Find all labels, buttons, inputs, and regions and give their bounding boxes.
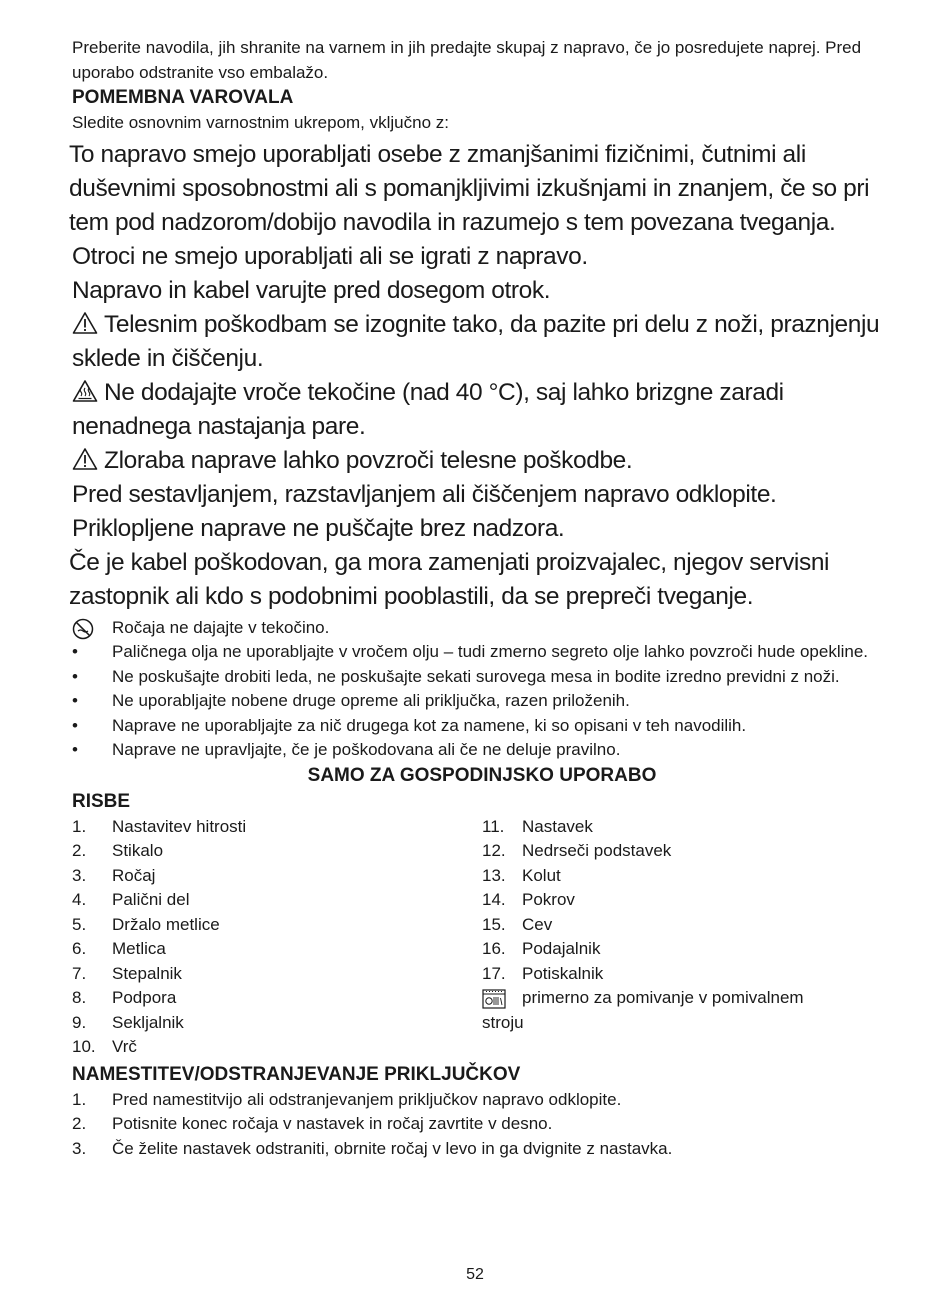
dishwasher-text-continued: stroju bbox=[482, 1012, 524, 1032]
item-label: Ročaj bbox=[112, 865, 156, 885]
item-label: Nastavitev hitrosti bbox=[112, 816, 247, 836]
safety-big-block bbox=[69, 138, 892, 614]
item-label: Kolut bbox=[522, 865, 561, 885]
warning-text: Telesnim poškodbam se izognite tako, da pazite pri delu z noži, praznjenju sklede in čiščenju. bbox=[72, 310, 880, 372]
page-number: 52 bbox=[466, 1266, 484, 1283]
item-label: Sekljalnik bbox=[112, 1012, 184, 1032]
item-label: Držalo metlice bbox=[112, 914, 220, 934]
warning-text: Zloraba naprave lahko povzroči telesne poškodbe. bbox=[104, 446, 633, 474]
item-number: 2. bbox=[72, 841, 87, 860]
item-number: 12. bbox=[482, 841, 506, 860]
safety-paragraph: Če je kabel poškodovan, ga mora zamenjati proizvajalec, njegov servisni zastopnik ali kdo s podobnimi pooblastili, da se prepreči tveganje. bbox=[69, 548, 830, 610]
list-item bbox=[482, 937, 892, 962]
hot-surface-warning-icon bbox=[72, 379, 98, 403]
dishwasher-safe-icon bbox=[482, 989, 506, 1009]
warning-item bbox=[69, 308, 892, 376]
drawings-heading: RISBE bbox=[72, 790, 131, 812]
list-item bbox=[72, 640, 892, 665]
warning-triangle-icon bbox=[72, 447, 98, 471]
safety-heading: POMEMBNA VAROVALA bbox=[72, 87, 294, 108]
list-item bbox=[72, 1137, 892, 1162]
item-label: Podpora bbox=[112, 988, 177, 1007]
safety-paragraph: To napravo smejo uporabljati osebe z zmanjšanimi fizičnimi, čutnimi ali duševnimi sposobnostmi ali s pomanjkljivimi izkušnjami in znanjem, če so pri tem pod nadzorom/dobijo navodila in razumejo s tem povezana tveganja. bbox=[69, 140, 870, 236]
step-number: 3. bbox=[72, 1138, 87, 1158]
no-immerse-text: Ročaja ne dajajte v tekočino. bbox=[112, 617, 330, 637]
drawings-list bbox=[72, 815, 892, 1060]
list-item bbox=[482, 913, 892, 938]
list-item bbox=[72, 1088, 892, 1113]
document-page bbox=[69, 36, 892, 1161]
item-number: 3. bbox=[72, 865, 87, 885]
list-item bbox=[72, 1011, 482, 1036]
safety-bullet-list bbox=[72, 640, 892, 763]
bullet-marker: • bbox=[72, 740, 78, 759]
list-item bbox=[72, 913, 482, 938]
attachments-heading: NAMESTITEV/ODSTRANJEVANJE PRIKLJUČKOV bbox=[72, 1063, 521, 1085]
list-item bbox=[482, 864, 892, 889]
drawings-column-right bbox=[482, 815, 892, 1060]
item-number: 9. bbox=[72, 1012, 87, 1032]
item-number: 6. bbox=[72, 939, 87, 958]
list-item bbox=[72, 839, 482, 864]
item-number: 10. bbox=[72, 1037, 96, 1056]
list-item bbox=[482, 839, 892, 864]
list-item bbox=[482, 962, 892, 987]
list-item bbox=[482, 888, 892, 913]
step-number: 1. bbox=[72, 1089, 87, 1109]
item-number: 5. bbox=[72, 914, 87, 934]
item-number: 7. bbox=[72, 963, 87, 983]
list-item-text: Naprave ne uporabljajte za nič drugega kot za namene, ki so opisani v teh navodilih. bbox=[112, 715, 747, 735]
list-item-text: Ne uporabljajte nobene druge opreme ali priključka, razen priloženih. bbox=[112, 691, 630, 710]
safety-paragraph: Otroci ne smejo uporabljati ali se igrati z napravo. bbox=[72, 242, 588, 270]
step-text: Potisnite konec ročaja v nastavek in ročaj zavrtite v desno. bbox=[112, 1114, 553, 1133]
item-number: 17. bbox=[482, 963, 506, 983]
list-item bbox=[72, 1112, 892, 1137]
list-item bbox=[482, 815, 892, 840]
dishwasher-note bbox=[482, 986, 892, 1011]
item-number: 16. bbox=[482, 939, 506, 958]
step-text: Če želite nastavek odstraniti, obrnite ročaj v levo in ga dvignite z nastavka. bbox=[112, 1138, 673, 1158]
item-number: 11. bbox=[482, 816, 505, 836]
list-item bbox=[72, 1035, 482, 1060]
list-item bbox=[72, 665, 892, 690]
safety-subtitle: Sledite osnovnim varnostnim ukrepom, vključno z: bbox=[72, 113, 449, 132]
bullet-marker: • bbox=[72, 642, 78, 661]
intro-text: Preberite navodila, jih shranite na varnem in jih predajte skupaj z napravo, če jo posredujete naprej. Pred uporabo odstranite vso embalažo. bbox=[72, 38, 862, 82]
item-label: Nastavek bbox=[522, 816, 593, 836]
list-item bbox=[72, 714, 892, 739]
list-item-text: Naprave ne upravljajte, če je poškodovana ali če ne deluje pravilno. bbox=[112, 740, 621, 759]
household-use-notice: SAMO ZA GOSPODINJSKO UPORABO bbox=[307, 764, 657, 786]
dishwasher-text: primerno za pomivanje v pomivalnem bbox=[522, 988, 804, 1007]
item-label: Metlica bbox=[112, 939, 166, 958]
warning-text: Ne dodajajte vroče tekočine (nad 40 °C), saj lahko brizgne zaradi nenadnega nastajanja pare. bbox=[72, 378, 784, 440]
list-item bbox=[72, 738, 892, 763]
bullet-marker: • bbox=[72, 666, 78, 686]
list-item bbox=[72, 815, 482, 840]
item-number: 8. bbox=[72, 988, 87, 1007]
warning-item bbox=[69, 376, 892, 444]
item-number: 14. bbox=[482, 890, 506, 909]
list-item bbox=[72, 888, 482, 913]
item-label: Stikalo bbox=[112, 841, 164, 860]
item-label: Cev bbox=[522, 914, 553, 934]
item-label: Nedrseči podstavek bbox=[522, 841, 672, 860]
item-number: 4. bbox=[72, 890, 87, 909]
bullet-marker: • bbox=[72, 691, 78, 710]
no-immerse-icon bbox=[72, 618, 94, 640]
list-item-text: Ne poskušajte drobiti leda, ne poskušajte sekati surovega mesa in bodite izredno previdni z noži. bbox=[112, 666, 840, 686]
step-number: 2. bbox=[72, 1114, 87, 1133]
list-item bbox=[72, 864, 482, 889]
warning-triangle-icon bbox=[72, 311, 98, 335]
list-item bbox=[72, 689, 892, 714]
list-item bbox=[72, 937, 482, 962]
safety-paragraph: Pred sestavljanjem, razstavljanjem ali čiščenjem napravo odklopite. bbox=[72, 480, 777, 508]
item-number: 1. bbox=[72, 816, 87, 836]
item-label: Podajalnik bbox=[522, 939, 601, 958]
bullet-marker: • bbox=[72, 715, 78, 735]
safety-paragraph: Priklopljene naprave ne puščajte brez nadzora. bbox=[72, 514, 565, 542]
drawings-column-left bbox=[72, 815, 482, 1060]
attachment-steps bbox=[72, 1088, 892, 1162]
warning-item bbox=[69, 444, 892, 478]
item-label: Vrč bbox=[112, 1037, 137, 1056]
no-immerse-item bbox=[72, 616, 892, 641]
step-text: Pred namestitvijo ali odstranjevanjem priključkov napravo odklopite. bbox=[112, 1089, 622, 1109]
item-number: 13. bbox=[482, 865, 506, 885]
item-label: Palični del bbox=[112, 890, 190, 909]
safety-paragraph: Napravo in kabel varujte pred dosegom otrok. bbox=[72, 276, 551, 304]
list-item-text: Paličnega olja ne uporabljajte v vročem olju – tudi zmerno segreto olje lahko povzroči hude opekline. bbox=[112, 642, 869, 661]
item-label: Potiskalnik bbox=[522, 963, 604, 983]
list-item bbox=[72, 962, 482, 987]
list-item bbox=[72, 986, 482, 1011]
item-label: Stepalnik bbox=[112, 963, 182, 983]
item-label: Pokrov bbox=[522, 890, 575, 909]
item-number: 15. bbox=[482, 914, 506, 934]
